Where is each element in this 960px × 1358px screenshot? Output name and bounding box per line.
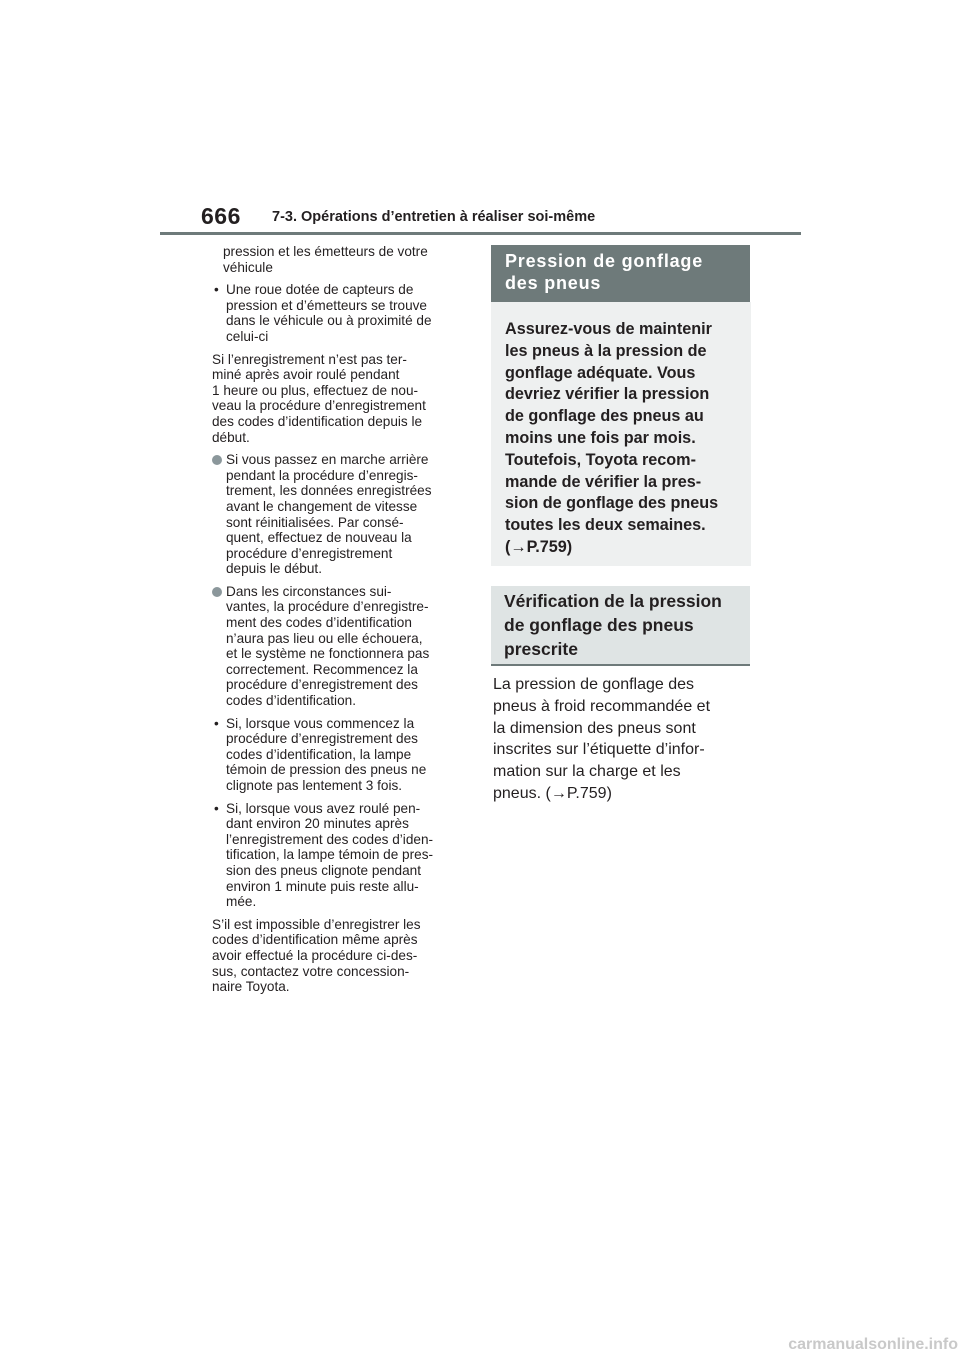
intro-line: toutes les deux semaines. (505, 516, 706, 535)
text-line: dant environ 20 minutes après (226, 816, 409, 832)
intro-line: les pneus à la pression de (505, 341, 707, 360)
text-line: veau la procédure d’enregistrement (212, 398, 426, 414)
text-line: miné après avoir roulé pendant (212, 367, 400, 383)
text-line: tification, la lampe témoin de pres- (226, 847, 434, 863)
intro-line: gonflage adéquate. Vous (505, 363, 696, 382)
intro-line: devriez vérifier la pression (505, 385, 710, 404)
text-line: Si l’enregistrement n’est pas ter- (212, 351, 407, 367)
intro-line: sion de gonflage des pneus (505, 494, 719, 513)
bullet-dot-icon: • (214, 715, 219, 731)
text-line: procédure d’enregistrement (226, 545, 393, 561)
note-item (212, 452, 476, 577)
text-line: pression et d’émetteurs se trouve (226, 297, 427, 313)
text-line: pneus. (→P.759) (493, 784, 612, 802)
section-title: 7-3. Opérations d’entretien à réaliser soi-même (272, 209, 596, 225)
text-line: Si vous passez en marche arrière (226, 452, 429, 468)
intro-line: Assurez-vous de maintenir (505, 320, 712, 338)
text-line: environ 1 minute puis reste allu- (226, 878, 419, 894)
text-line: codes d’identification même après (212, 932, 418, 948)
text-line: mation sur la charge et les (493, 763, 681, 781)
intro-line: de gonflage des pneus au (505, 407, 704, 426)
circle-bullet-icon (212, 455, 222, 465)
banner-line: Pression de gonflage (505, 251, 704, 271)
text-line: pendant la procédure d’enregis- (226, 467, 418, 483)
text-line: véhicule (223, 259, 273, 275)
text-line: des codes d’identification depuis le (212, 413, 423, 429)
page-number: 666 (201, 203, 241, 229)
text-line: ment des codes d’identification (226, 615, 412, 631)
text-line: avoir effectué la procédure ci-des- (212, 947, 418, 963)
paragraph (212, 352, 476, 446)
text-line: pression et les émetteurs de votre (223, 244, 428, 259)
text-line: Si, lorsque vous commencez la (226, 715, 415, 731)
text-line: clignote pas lentement 3 fois. (226, 778, 403, 793)
subhead-line: Vérification de la pression (504, 591, 722, 611)
text-line: pneus à froid recommandée et (493, 697, 711, 715)
text-line: la dimension des pneus sont (493, 719, 696, 737)
paragraph (212, 917, 476, 995)
bullet-item (212, 282, 476, 344)
bullet-dot-icon: • (214, 800, 219, 816)
text-line: témoin de pression des pneus ne (226, 762, 427, 778)
text-line: celui-ci (226, 328, 269, 344)
bullet-item (212, 801, 476, 910)
text-line: trement, les données enregistrées (226, 483, 432, 499)
text-line: procédure d’enregistrement des (226, 677, 418, 693)
text-line: et le système ne fonctionnera pas (226, 646, 430, 662)
text-line: correctement. Recommencez la (226, 661, 418, 677)
text-line: codes d’identification, la lampe (226, 746, 412, 762)
text-line: avant le changement de vitesse (226, 498, 418, 514)
text-line: dans le véhicule ou à proximité de (226, 313, 432, 329)
header-rule (160, 232, 801, 235)
text-line: mée. (226, 894, 257, 910)
text-line: Dans les circonstances sui- (226, 583, 392, 599)
text-line: début. (212, 429, 250, 445)
text-line: sont réinitialisées. Par consé- (226, 514, 404, 530)
bullet-dot-icon: • (214, 282, 219, 298)
intro-line: Toutefois, Toyota recom- (505, 450, 696, 469)
left-column (212, 244, 476, 995)
text-line: naire Toyota. (212, 979, 290, 995)
text-line: 1 heure ou plus, effectuez de nou- (212, 382, 419, 398)
intro-line: (→P.759) (505, 537, 573, 556)
text-line: depuis le début. (226, 561, 322, 577)
text-line: La pression de gonflage des (493, 676, 695, 693)
subsection-heading (491, 586, 750, 666)
continuation-text (212, 244, 476, 275)
banner-line: des pneus (505, 273, 602, 293)
text-line: vantes, la procédure d’enregistre- (226, 599, 429, 615)
text-line: sion des pneus clignote pendant (226, 862, 421, 878)
text-line: Si, lorsque vous avez roulé pen- (226, 800, 421, 816)
intro-line: mande de vérifier la pres- (505, 472, 702, 491)
bullet-item (212, 716, 476, 794)
subhead-line: de gonflage des pneus (504, 615, 694, 635)
section-banner (491, 245, 750, 302)
text-line: Une roue dotée de capteurs de (226, 282, 414, 298)
text-line: quent, effectuez de nouveau la (226, 530, 412, 546)
footer-watermark: carmanualsonline.info (788, 1336, 958, 1353)
intro-box (491, 302, 751, 566)
subhead-line: prescrite (504, 639, 578, 659)
note-item (212, 584, 476, 709)
circle-bullet-icon (212, 587, 222, 597)
text-line: l’enregistrement des codes d’iden- (226, 831, 434, 847)
text-line: S’il est impossible d’enregistrer les (212, 916, 421, 932)
text-line: inscrites sur l’étiquette d’infor- (493, 741, 705, 759)
text-line: procédure d’enregistrement des (226, 731, 418, 747)
text-line: n’aura pas lieu ou elle échouera, (226, 630, 423, 646)
right-body-text (493, 674, 753, 805)
intro-line: moins une fois par mois. (505, 428, 696, 447)
text-line: codes d’identification. (226, 693, 356, 709)
text-line: sus, contactez votre concession- (212, 963, 410, 979)
